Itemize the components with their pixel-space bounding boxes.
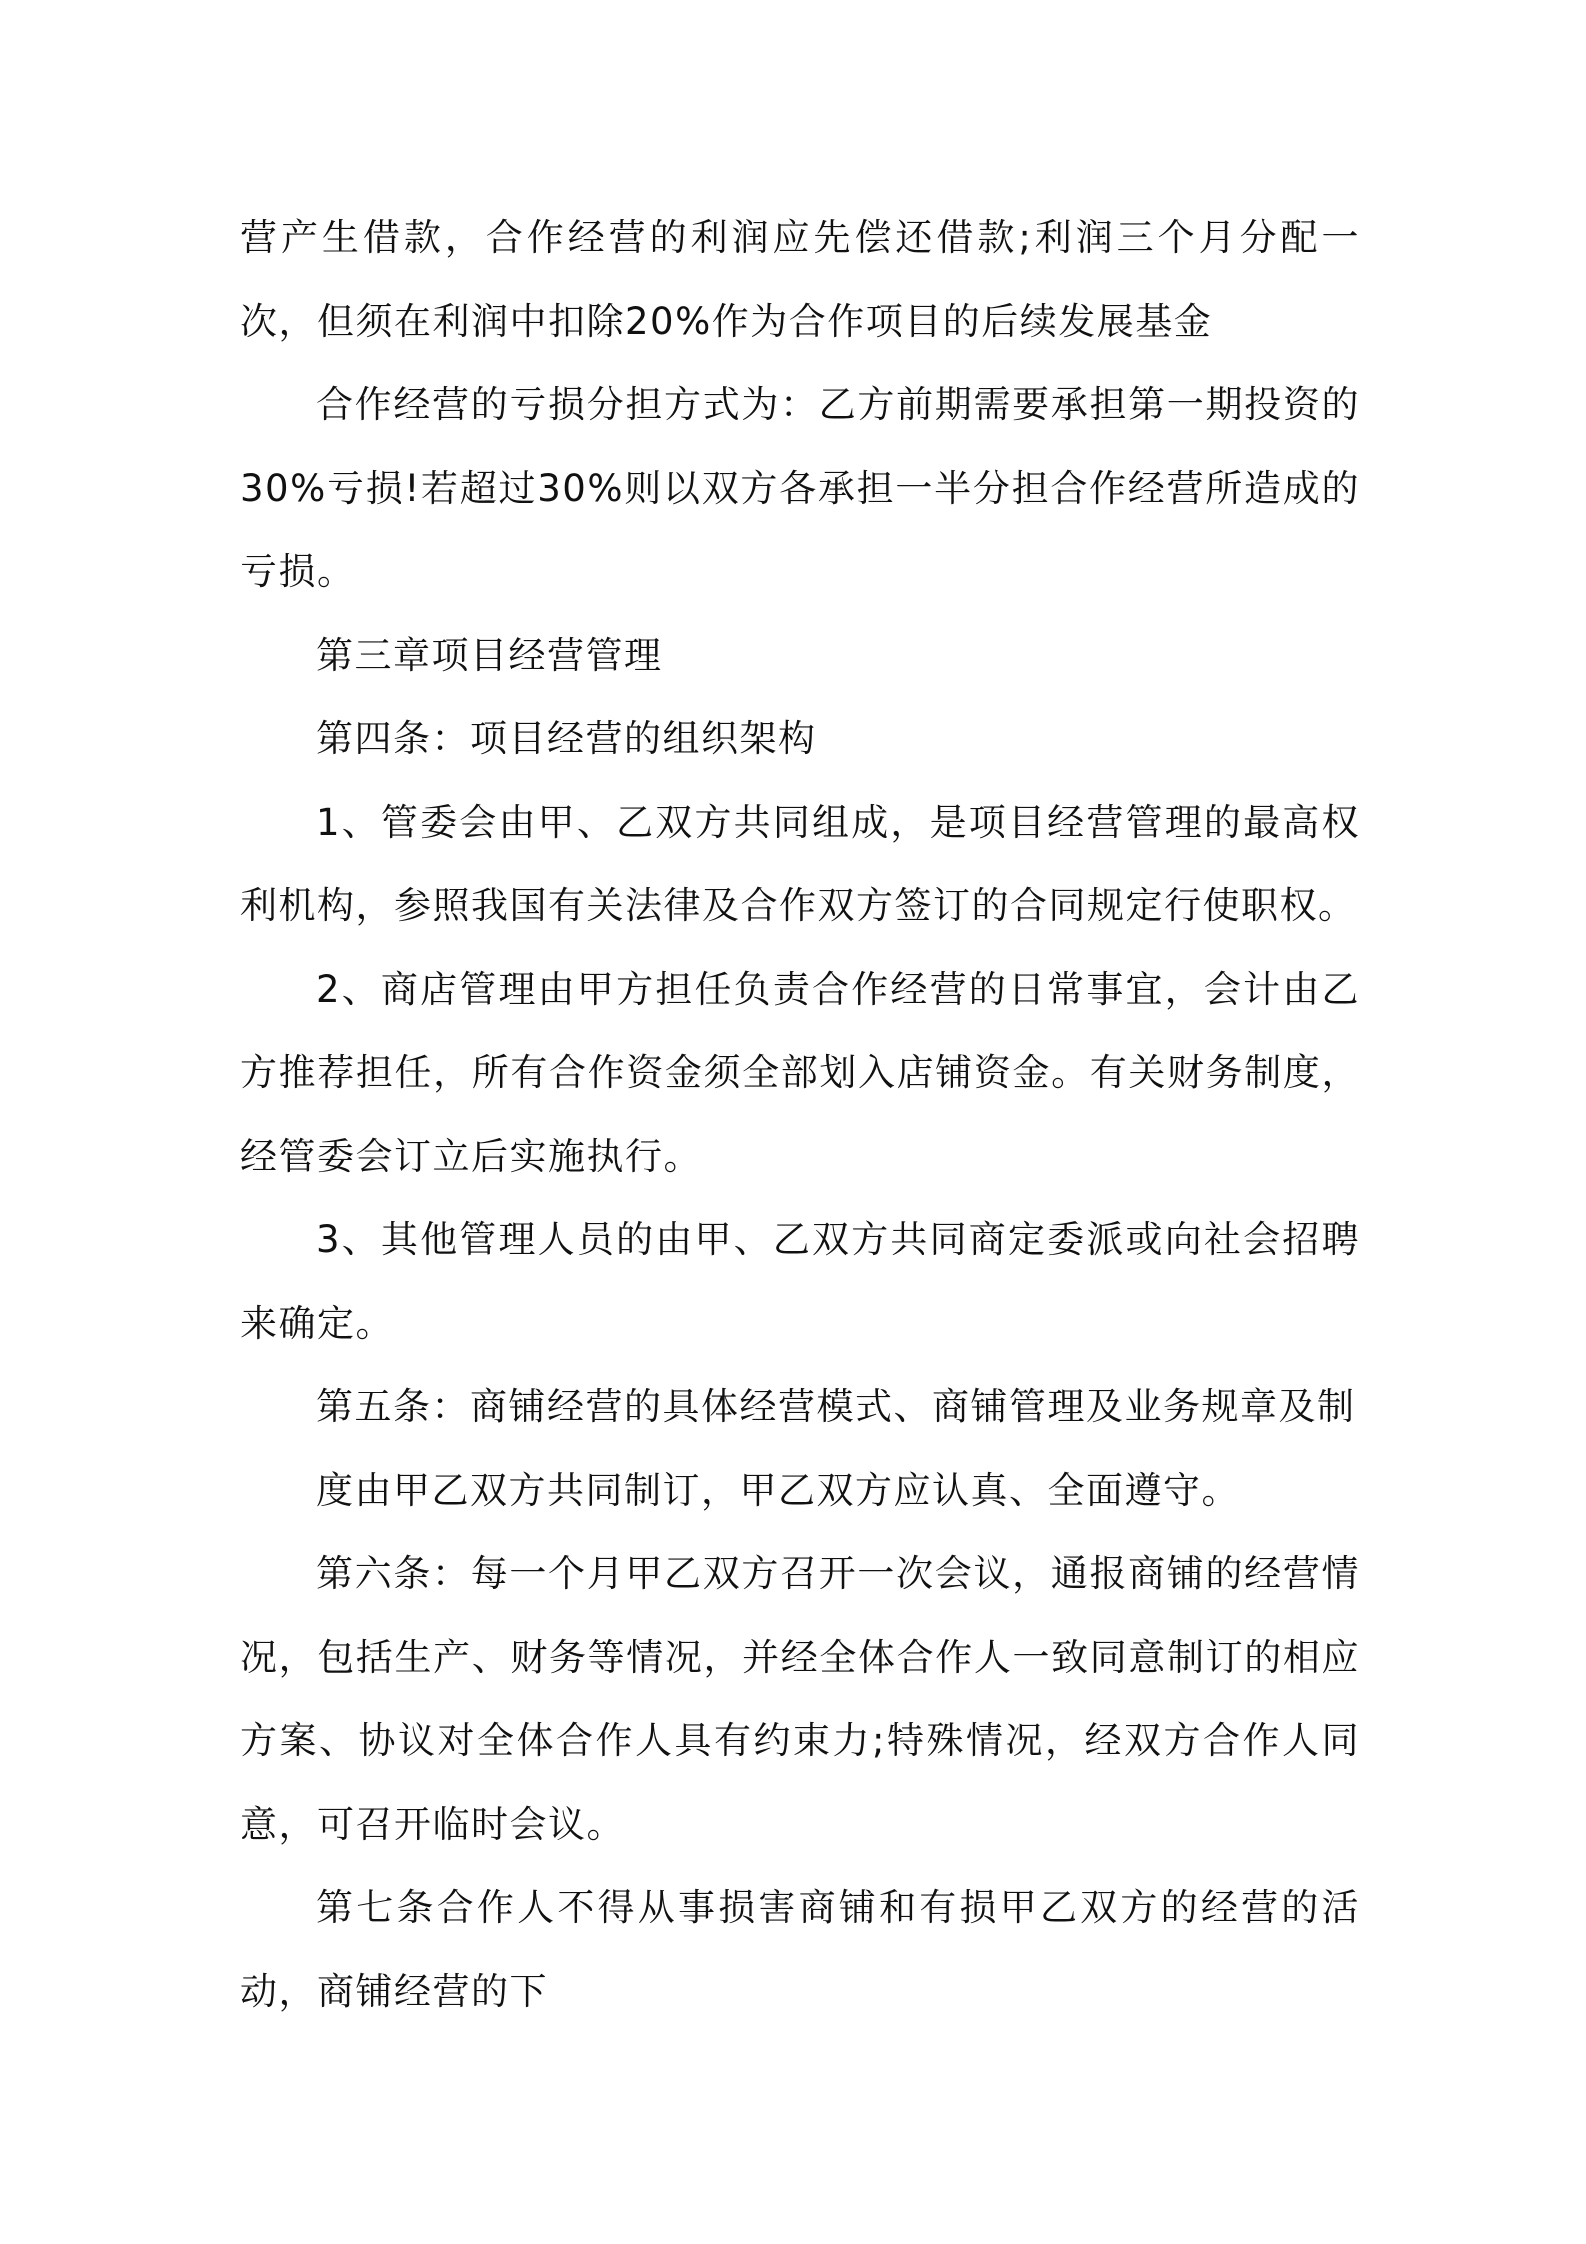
chapter-heading: 第三章项目经营管理	[316, 633, 663, 677]
article-five-line-1: 第五条：商铺经营的具体经营模式、商铺管理及业务规章及制	[316, 1385, 1356, 1428]
article-six: 第六条：每一个月甲乙双方召开一次会议，通报商铺的经营情况，包括生产、财务等情况，并经全体合作人一致同意制订的相应方案、协议对全体合作人具有约束力;特殊情况，经双方合作人同意，可召开临时会议。	[240, 1552, 1360, 1846]
article-five-line-2: 度由甲乙双方共同制订，甲乙双方应认真、全面遵守。	[316, 1468, 1240, 1512]
paragraph-item-2: 2、商店管理由甲方担任负责合作经营的日常事宜，会计由乙方推荐担任，所有合作资金须全部划入店铺资金。有关财务制度，经管委会订立后实施执行。	[240, 967, 1360, 1178]
article-four-heading: 第四条：项目经营的组织架构	[316, 717, 817, 760]
paragraph-item-1: 1、管委会由甲、乙双方共同组成，是项目经营管理的最高权利机构，参照我国有关法律及合作双方签订的合同规定行使职权。	[240, 800, 1360, 927]
article-seven: 第七条合作人不得从事损害商铺和有损甲乙双方的经营的活动，商铺经营的下	[240, 1886, 1360, 2013]
paragraph-loss-sharing: 合作经营的亏损分担方式为：乙方前期需要承担第一期投资的30%亏损!若超过30%则以双方各承担一半分担合作经营所造成的亏损。	[240, 383, 1360, 593]
paragraph-profit-distribution: 营产生借款，合作经营的利润应先偿还借款;利润三个月分配一次，但须在利润中扣除20%作为合作项目的后续发展基金	[240, 216, 1360, 343]
document-body	[240, 196, 1360, 2033]
paragraph-item-3: 3、其他管理人员的由甲、乙双方共同商定委派或向社会招聘来确定。	[240, 1218, 1360, 1345]
